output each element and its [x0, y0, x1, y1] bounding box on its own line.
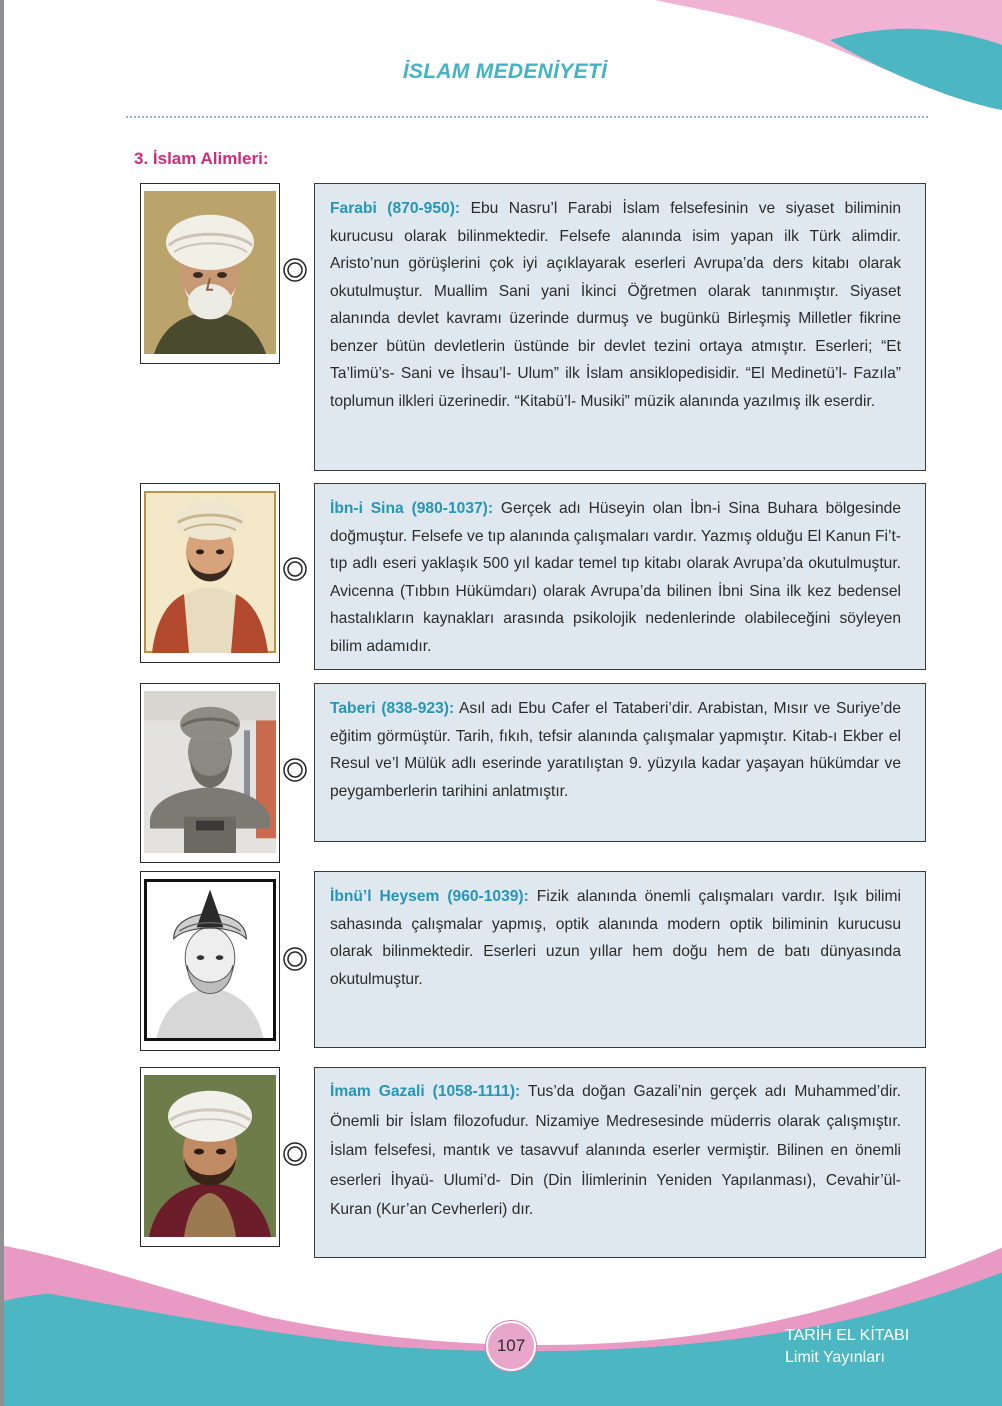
scholar-description: Ebu Nasru’l Farabi İslam felsefesinin ve siyaset biliminin kurucusu olarak bilinmektedir. Felsefe alanında isim yapan ilk Türk alimdir. Aristo’nun görüşlerini çok iyi açıklayarak eserleri Avrupa’da ders kitabı olarak okutulmuştur. Muallim Sani yani İkinci Öğretmen olarak tanınmıştır. Siyaset alanında devlet kavramı üzerinde durmuş ve bugünkü Birleşmiş Milletler fikrine benzer bütün devletlerin üstünde bir devlet tezini ortaya atmıştır. Eserleri; “Et Ta’limü’s- Sani ve İhsau’l- Ulum” ilk İslam ansiklopedisidir. “El Medinetü’l- Fazıla” toplumun ilkleri üzerinedir. “Kitabü’l- Musiki” müzik alanında yazılmış ilk eserdir.: [330, 200, 902, 410]
scholar-description-box: [314, 483, 926, 670]
farabi-portrait: [144, 191, 276, 354]
taberi-bust-photo: [144, 691, 276, 853]
portrait-frame: [140, 871, 280, 1051]
scholar-description-box: [314, 683, 926, 842]
page-header-title: İSLAM MEDENİYETİ: [402, 60, 608, 83]
section-title: 3. İslam Alimleri:: [134, 149, 269, 168]
imam-gazali-portrait: [144, 1075, 276, 1237]
scholar-entry-ibn-i-sina: [140, 483, 926, 670]
scholar-description: Gerçek adı Hüseyin olan İbn-i Sina Buhara bölgesinde doğmuştur. Felsefe ve tıp alanında çalışmaları vardır. Yazmış olduğu El Kanun Fi’t- tıp adlı eseri yaklaşık 500 yıl kadar temel tıp kitabı olarak Avrupa’da okutulmuştur. Avicenna (Tıbbın Hükümdarı) olarak Avrupa’da bilinen İbni Sina ilk kez bedensel hastalıkların kaynakları arasında psikolojik nedenlerinde olabileceğini söyleyen bilim adamıdır.: [330, 500, 902, 655]
scholar-entry-ibnul-heysem: [140, 871, 926, 1048]
scholar-description: Asıl adı Ebu Cafer el Tataberi’dir. Arabistan, Mısır ve Suriye’de eğitim görmüştür. Tarih, fıkıh, tefsir alanında çalışmalar yapmıştır. Kitab-ı Ekber el Resul ve’l Mülük adlı eserinde yaratılıştan 9. yüzyıla kadar yaşayan hükümdar ve peygamberlerin tarihini anlatmıştır.: [330, 700, 901, 800]
scholar-name: İmam Gazali (1058-1111):: [330, 1083, 521, 1100]
scholar-name: Taberi (838-923):: [330, 700, 455, 717]
connector-bullet-icon: [283, 557, 307, 581]
scholar-description: Fizik alanında önemli çalışmaları vardır. Işık bilimi sahasında çalışmalar yapmış, optik alanında modern optik biliminin kurucusu olarak bilinmektedir. Eserleri uzun yıllar hem doğu hem de batı dünyasında okutulmuştur.: [330, 888, 901, 988]
scholar-description-box: [314, 1067, 926, 1258]
scholar-description-box: [314, 183, 926, 471]
publisher-name: Limit Yayınları: [785, 1349, 885, 1366]
scholar-entry-taberi: [140, 683, 926, 842]
ibnul-heysem-engraving: [144, 879, 276, 1041]
book-title: TARİH EL KİTABI: [785, 1327, 910, 1344]
footer-info: [785, 1325, 909, 1369]
connector-bullet-icon: [283, 258, 307, 282]
scholar-description-box: [314, 871, 926, 1048]
portrait-frame: [140, 183, 280, 364]
scholar-name: İbnü’l Heysem (960-1039):: [330, 888, 529, 905]
portrait-frame: [140, 483, 280, 663]
scholar-name: İbn-i Sina (980-1037):: [330, 500, 494, 517]
ibn-i-sina-portrait: [144, 491, 276, 653]
connector-bullet-icon: [283, 758, 307, 782]
connector-bullet-icon: [283, 1142, 307, 1166]
scholar-description: Tus’da doğan Gazali’nin gerçek adı Muhammed’dir. Önemli bir İslam filozofudur. Nizamiye Medresesinde müderris olarak çalışmıştır. İslam felsefesi, mantık ve tasavvuf alanında eserler vermiştir. Bilinen en önemli eserleri İhyaü- Ulumi’d- Din (Din İlimlerinin Yeniden Yapılanması), Cevahir’ül- Kuran (Kur’an Cevherleri) dır.: [330, 1083, 901, 1218]
portrait-frame: [140, 1067, 280, 1247]
connector-bullet-icon: [283, 947, 307, 971]
header-divider: [126, 116, 928, 118]
page-number-badge: 107: [486, 1321, 536, 1371]
portrait-frame: [140, 683, 280, 863]
scholar-entry-farabi: [140, 183, 926, 471]
scholar-name: Farabi (870-950):: [330, 200, 461, 217]
scholar-entry-imam-gazali: [140, 1067, 926, 1258]
